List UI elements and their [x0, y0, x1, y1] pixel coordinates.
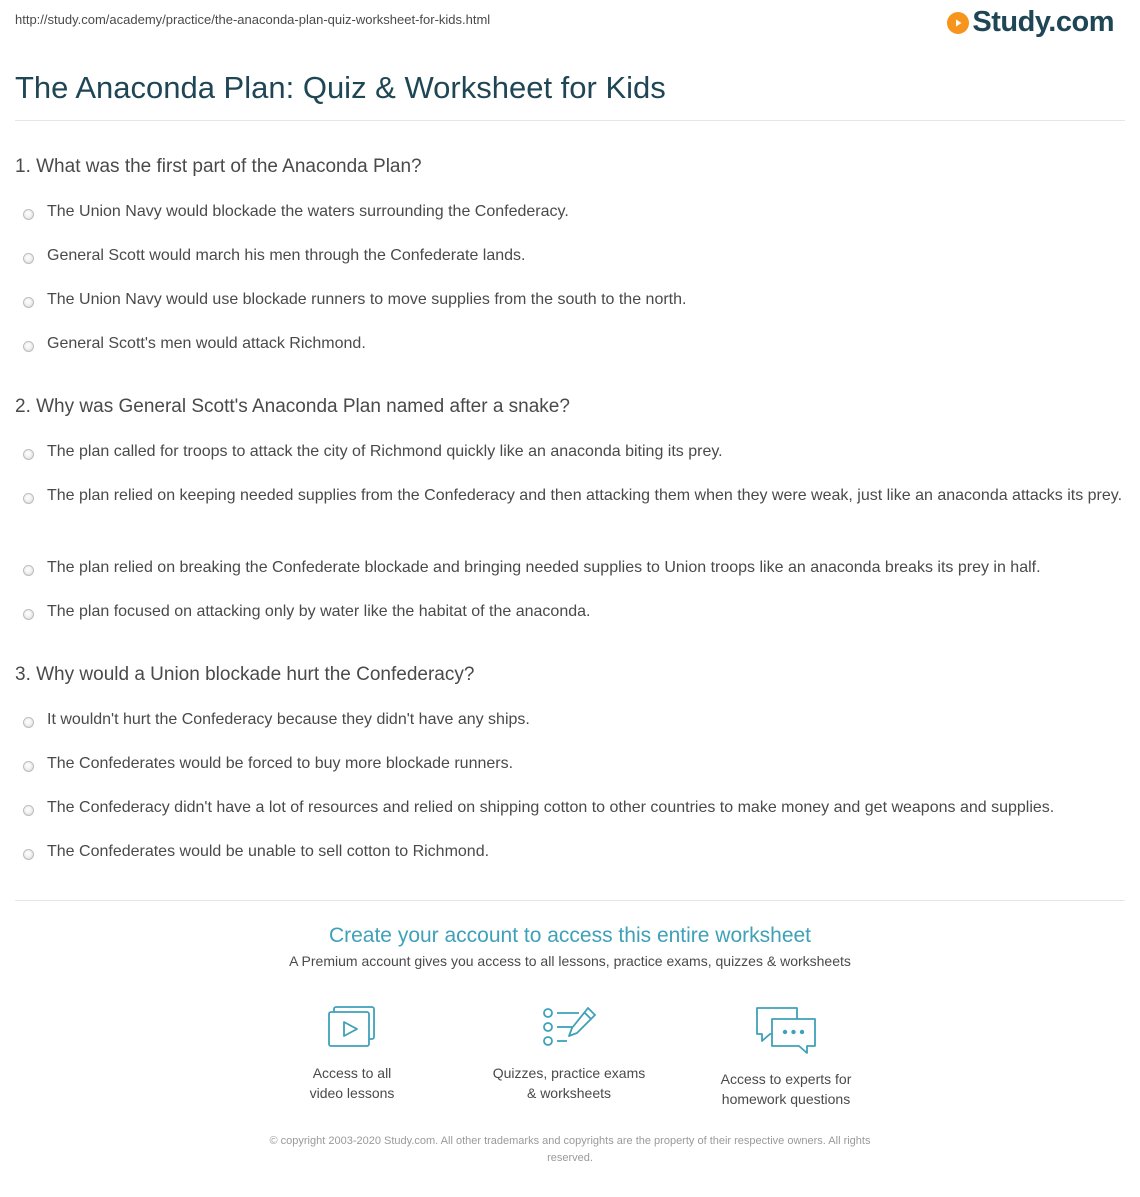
feature-label-line2: video lessons: [309, 1085, 395, 1101]
feature-label-line1: Access to all: [312, 1065, 392, 1081]
radio-button[interactable]: [23, 805, 34, 816]
answer-label: The Confederates would be forced to buy more blockade runners.: [47, 755, 514, 772]
feature-label-line2: homework questions: [721, 1091, 851, 1107]
radio-button[interactable]: [23, 565, 34, 576]
play-circle-icon: [947, 12, 969, 34]
answer-label: The Confederates would be unable to sell cotton to Richmond.: [47, 843, 490, 860]
radio-button[interactable]: [23, 717, 34, 728]
feature-label-line1: Quizzes, practice exams: [492, 1065, 646, 1081]
answer-label: It wouldn't hurt the Confederacy because they didn't have any ships.: [47, 711, 530, 728]
radio-button[interactable]: [23, 761, 34, 772]
radio-button[interactable]: [23, 609, 34, 620]
create-account-link[interactable]: Create your account to access this entire worksheet: [328, 924, 812, 947]
answer-label: The Confederacy didn't have a lot of resources and relied on shipping cotton to other countries to make money and get weapons and supplies.: [47, 799, 1055, 816]
copyright-line-1: © copyright 2003-2020 Study.com. All other trademarks and copyrights are the property of their respective owners. All rights: [269, 1135, 871, 1147]
logo-text: Study.com: [972, 6, 1114, 38]
radio-button[interactable]: [23, 209, 34, 220]
premium-description: A Premium account gives you access to all lessons, practice exams, quizzes & worksheets: [289, 953, 851, 969]
answer-label: The plan relied on keeping needed supplies from the Confederacy and then attacking them when they were weak, just like an anaconda attacks its prey.: [47, 487, 1123, 504]
radio-button[interactable]: [23, 449, 34, 460]
study-logo[interactable]: [947, 6, 1114, 39]
radio-button[interactable]: [23, 341, 34, 352]
question-1-title: 1. What was the first part of the Anaconda Plan?: [15, 156, 422, 177]
question-2-title: 2. Why was General Scott's Anaconda Plan named after a snake?: [15, 396, 570, 417]
answer-label: The Union Navy would use blockade runners to move supplies from the south to the north.: [47, 291, 687, 308]
feature-quizzes: [479, 1005, 659, 1103]
answer-label: General Scott's men would attack Richmond.: [47, 335, 366, 352]
video-lessons-icon: [326, 1005, 378, 1049]
answer-label: The plan relied on breaking the Confederate blockade and bringing needed supplies to Union troops like an anaconda breaks its prey in half.: [47, 559, 1041, 576]
copyright-notice: [215, 1133, 925, 1167]
answer-label: The plan called for troops to attack the city of Richmond quickly like an anaconda biting its prey.: [47, 443, 723, 460]
feature-label-line1: Access to experts for: [720, 1071, 852, 1087]
radio-button[interactable]: [23, 493, 34, 504]
page-title: The Anaconda Plan: Quiz & Worksheet for Kids: [15, 70, 666, 105]
page-url: http://study.com/academy/practice/the-anaconda-plan-quiz-worksheet-for-kids.html: [15, 12, 491, 27]
quiz-checklist-icon: [541, 1005, 597, 1049]
feature-label-line2: & worksheets: [526, 1085, 612, 1101]
radio-button[interactable]: [23, 849, 34, 860]
feature-video-lessons: [262, 1005, 442, 1103]
divider: [15, 900, 1125, 901]
chat-bubbles-icon: [754, 1005, 818, 1055]
answer-label: The plan focused on attacking only by water like the habitat of the anaconda.: [47, 603, 591, 620]
feature-experts: [696, 1005, 876, 1109]
divider: [15, 120, 1125, 121]
copyright-line-2: reserved.: [547, 1152, 593, 1164]
radio-button[interactable]: [23, 253, 34, 264]
answer-label: The Union Navy would blockade the waters surrounding the Confederacy.: [47, 203, 569, 220]
question-3-title: 3. Why would a Union blockade hurt the Confederacy?: [15, 664, 475, 685]
radio-button[interactable]: [23, 297, 34, 308]
answer-label: General Scott would march his men through the Confederate lands.: [47, 247, 526, 264]
